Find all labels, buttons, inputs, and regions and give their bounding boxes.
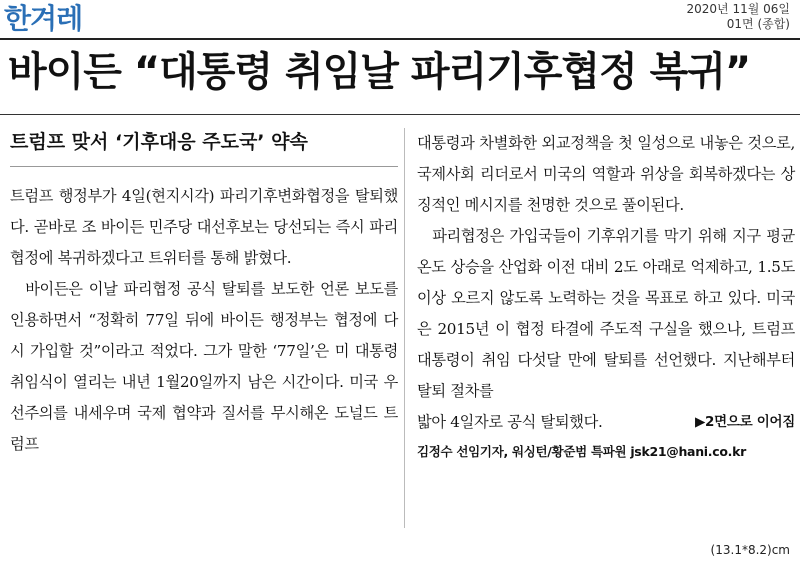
publication-date: 2020년 11월 06일 <box>686 2 790 16</box>
right-column <box>417 128 795 462</box>
page-section: 01면 (종합) <box>726 17 790 31</box>
paragraph-3: 대통령과 차별화한 외교정책을 첫 일성으로 내놓은 것으로, 국제사회 리더로서 미국의 역할과 위상을 회복하겠다는 상징적인 메시지를 천명한 것으로 풀이된다. <box>417 134 795 214</box>
paragraph-1: 트럼프 행정부가 4일(현지시각) 파리기후변화협정을 탈퇴했다. 곧바로 조 바이든 민주당 대선후보는 당선되는 즉시 파리협정에 복귀하겠다고 트위터를 통해 밝혔다. <box>10 187 398 267</box>
top-rule <box>0 38 800 40</box>
final-sentence: 밟아 4일자로 공식 탈퇴했다. <box>417 413 603 431</box>
byline: 김정수 선임기자, 워싱턴/황준범 특파원 jsk21@hani.co.kr <box>417 444 746 459</box>
left-column <box>10 128 398 460</box>
paragraph-4: 파리협정은 가입국들이 기후위기를 막기 위해 지구 평균온도 상승을 산업화 이전 대비 2도 아래로 억제하고, 1.5도 이상 오르지 않도록 노력하는 것을 목표로 하고 있다. 미국은 2015년 이 협정 타결에 주도적 구실을 했으나, 트럼프 대통령이 취임 다섯달 만에 탈퇴를 선언했다. 지난해부터 탈퇴 절차를 <box>417 227 795 400</box>
continued-on-page-2-link[interactable]: ▶2면으로 이어짐 <box>694 414 795 430</box>
subheadline: 트럼프 맞서 ‘기후대응 주도국’ 약속 <box>10 128 398 167</box>
final-line <box>417 407 795 438</box>
column-divider <box>404 128 405 528</box>
dateline <box>687 2 790 32</box>
clipping-size-note: (13.1*8.2)cm <box>710 543 790 557</box>
headline-rule <box>0 114 800 115</box>
paragraph-2: 바이든은 이날 파리협정 공식 탈퇴를 보도한 언론 보도를 인용하면서 “정확히 77일 뒤에 바이든 행정부는 협정에 다시 가입할 것”이라고 적었다. 그가 말한 ‘77일’은 미 대통령 취임식이 열리는 내년 1월20일까지 남은 시간이다. 미국 우선주의를 내세우며 국제 협약과 질서를 무시해온 도널드 트럼프 <box>10 280 398 453</box>
headline: 바이든 “대통령 취임날 파리기후협정 복귀” <box>8 49 751 95</box>
masthead-logo: 한겨레 <box>4 2 83 35</box>
